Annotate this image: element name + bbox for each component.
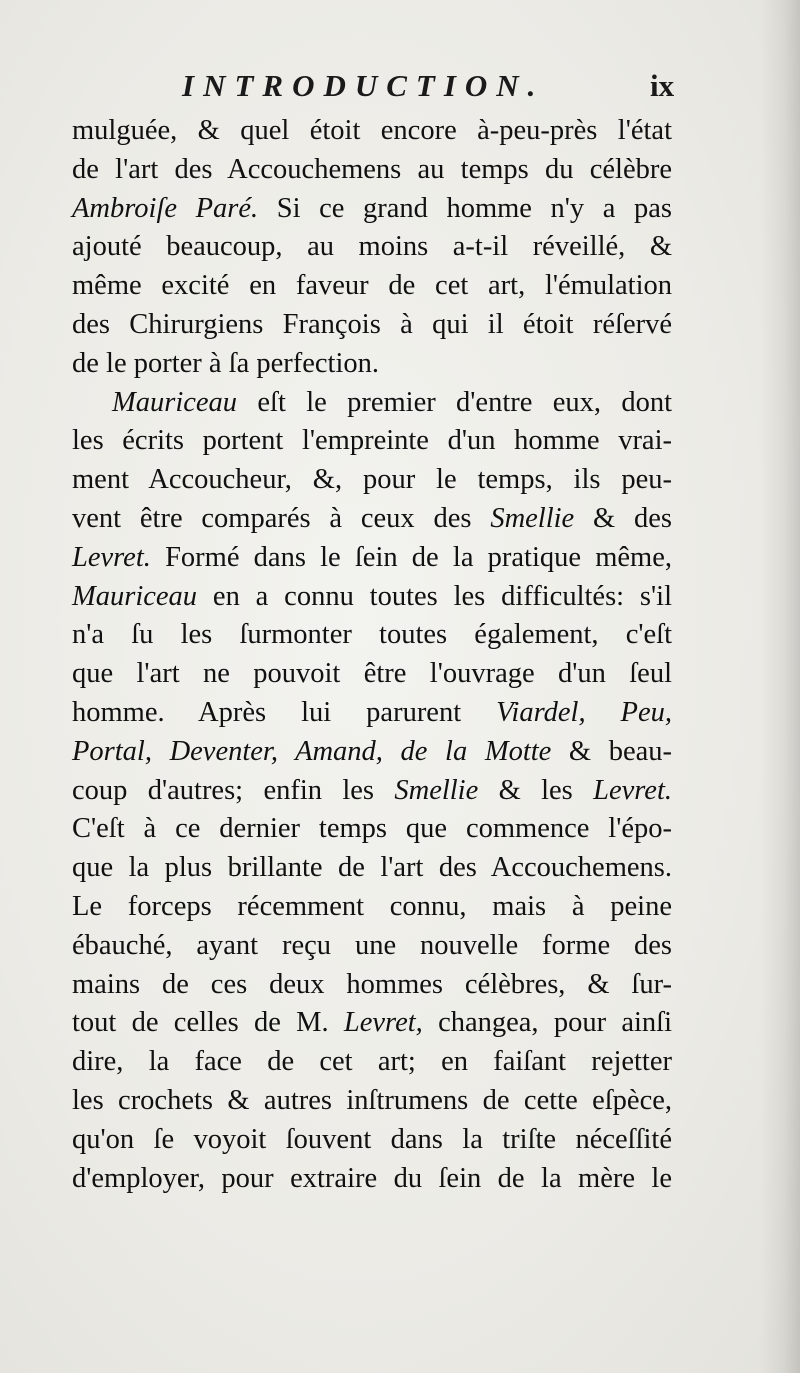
text-line: Mauriceau eſt le premier d'entre eux, dont: [112, 386, 672, 418]
text-line: ébauché, ayant reçu une nouvelle forme des: [72, 929, 672, 961]
text-line: tout de celles de M. Levret, changea, pour ainſi: [72, 1007, 672, 1039]
text-line: homme. Après lui parurent Viardel, Peu,: [72, 696, 672, 728]
text-line: des Chirurgiens François à qui il étoit réſervé: [72, 308, 672, 340]
page-number: ix: [650, 68, 675, 103]
text-line: Mauriceau en a connu toutes les difficultés: s'il: [72, 580, 672, 612]
text-line: que l'art ne pouvoit être l'ouvrage d'un ſeul: [72, 658, 672, 690]
text-line: de l'art des Accouchemens au temps du célèbre: [72, 153, 672, 185]
text-line: ment Accoucheur, &, pour le temps, ils peu-: [72, 464, 672, 496]
text-line: coup d'autres; enfin les Smellie & les Levret.: [72, 774, 672, 806]
text-line: les crochets & autres inſtrumens de cette eſpèce,: [72, 1084, 672, 1116]
text-line: d'employer, pour extraire du ſein de la mère le: [72, 1162, 672, 1194]
text-line: même excité en faveur de cet art, l'émulation: [72, 270, 672, 302]
text-line: mulguée, & quel étoit encore à-peu-près l'état: [72, 115, 672, 146]
text-line: qu'on ſe voyoit ſouvent dans la triſte néceſſité: [72, 1123, 672, 1155]
page-header: [0, 68, 800, 108]
text-line: de le porter à ſa perfection.: [72, 347, 380, 379]
text-line: C'eſt à ce dernier temps que commence l'épo-: [72, 813, 672, 845]
text-line: que la plus brillante de l'art des Accouchemens.: [72, 852, 672, 884]
text-line: dire, la face de cet art; en faiſant rejetter: [72, 1046, 672, 1078]
text-line: Ambroiſe Paré. Si ce grand homme n'y a pas: [72, 192, 672, 224]
running-title: INTRODUCTION.: [182, 68, 545, 103]
text-line: Levret. Formé dans le ſein de la pratique même,: [72, 541, 672, 573]
body-text: [72, 112, 672, 1198]
text-line: Le forceps récemment connu, mais à peine: [72, 890, 672, 922]
text-line: ajouté beaucoup, au moins a-t-il réveillé, &: [72, 231, 672, 263]
text-line: vent être comparés à ceux des Smellie & des: [72, 502, 672, 534]
text-line: Portal, Deventer, Amand, de la Motte & beau-: [72, 735, 672, 767]
text-line: les écrits portent l'empreinte d'un homme vrai-: [72, 425, 672, 457]
text-line: mains de ces deux hommes célèbres, & ſur-: [72, 968, 672, 1000]
text-line: n'a ſu les ſurmonter toutes également, c'eſt: [72, 619, 672, 651]
